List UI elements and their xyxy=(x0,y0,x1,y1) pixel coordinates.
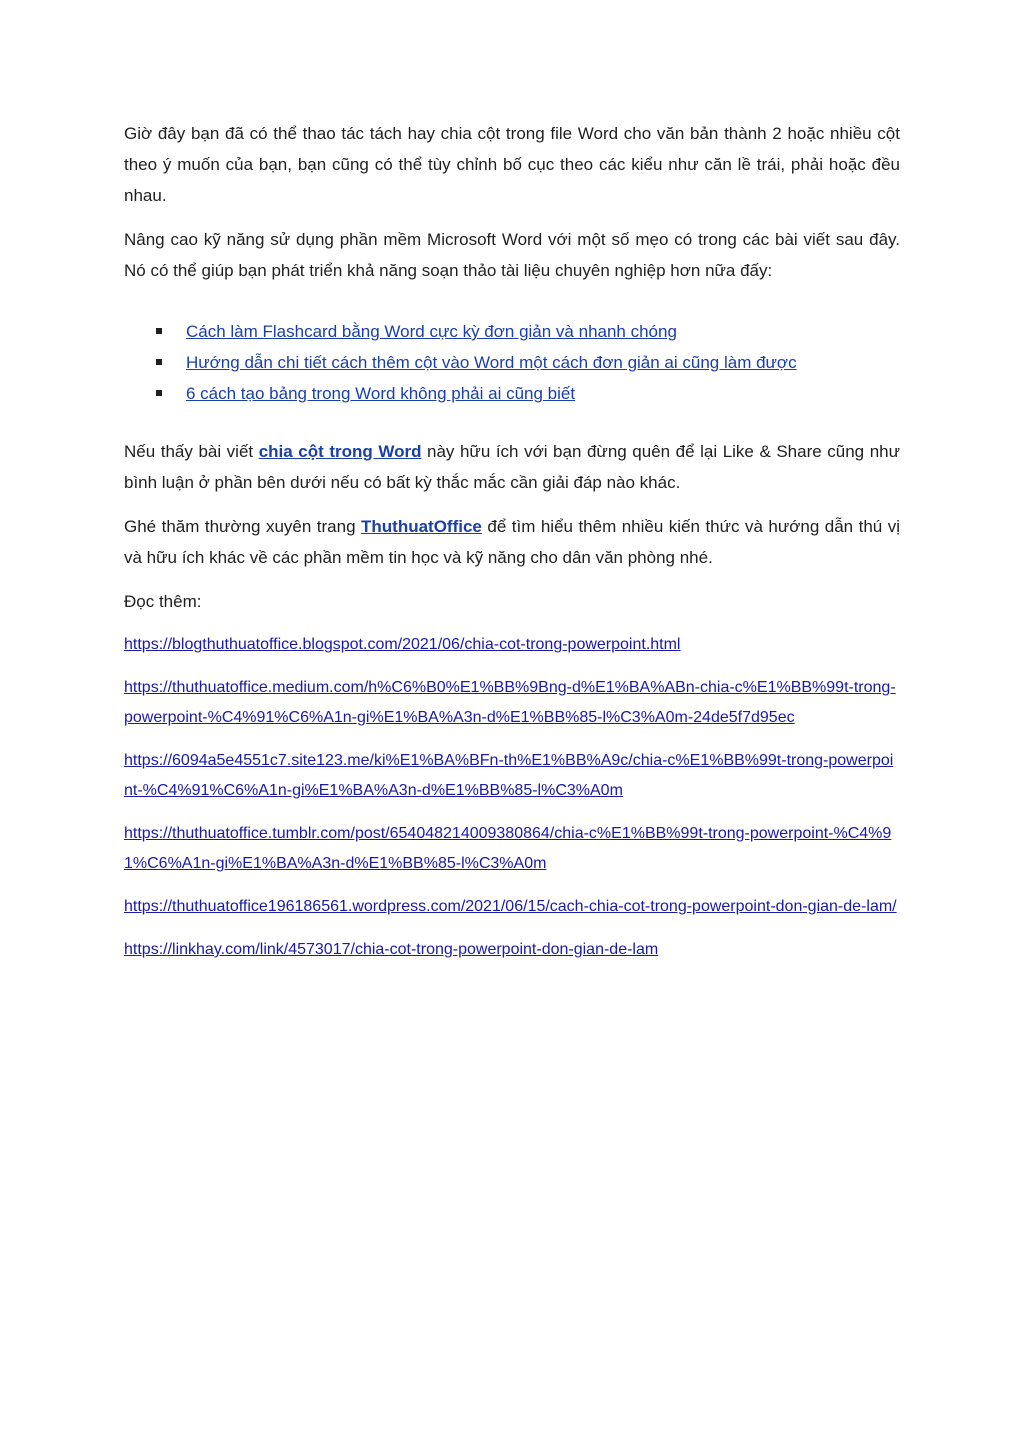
document-page xyxy=(124,118,900,978)
square-bullet-icon xyxy=(156,359,162,365)
read-more-link[interactable]: https://blogthuthuatoffice.blogspot.com/2021/06/chia-cot-trong-powerpoint.html xyxy=(124,636,681,653)
read-more-link[interactable]: https://thuthuatoffice.medium.com/h%C6%B0%E1%BB%9Bng-d%E1%BA%ABn-chia-c%E1%BB%99t-trong-powerpoint-%C4%91%C6%A1n-gi%E1%BA%A3n-d%E1%BB%85-l%C3%A0m-24de5f7d95ec xyxy=(124,679,896,726)
read-more-links xyxy=(124,630,900,965)
read-more-heading: Đọc thêm: xyxy=(124,592,202,611)
skills-paragraph: Nâng cao kỹ năng sử dụng phần mềm Microsoft Word với một số mẹo có trong các bài viết sau đây. Nó có thể giúp bạn phát triển khả năng soạn thảo tài liệu chuyên nghiệp hơn nữa đấy: xyxy=(124,230,900,280)
list-item xyxy=(124,316,900,347)
read-more-link[interactable]: https://linkhay.com/link/4573017/chia-cot-trong-powerpoint-don-gian-de-lam xyxy=(124,941,659,958)
share-paragraph xyxy=(124,436,900,498)
visit-text-after: để tìm hiểu thêm nhiều kiến thức và hướng dẫn thú vị và hữu ích khác về các phần mềm tin học và kỹ năng cho dân văn phòng nhé. xyxy=(124,517,900,567)
share-text-before: Nếu thấy bài viết xyxy=(124,442,259,461)
related-article-link[interactable]: 6 cách tạo bảng trong Word không phải ai cũng biết xyxy=(186,384,576,403)
visit-text-before: Ghé thăm thường xuyên trang xyxy=(124,517,362,536)
related-article-link[interactable]: Cách làm Flashcard bằng Word cực kỳ đơn giản và nhanh chóng xyxy=(186,322,677,341)
visit-paragraph xyxy=(124,511,900,573)
related-article-link[interactable]: Hướng dẫn chi tiết cách thêm cột vào Word một cách đơn giản ai cũng làm được xyxy=(186,353,797,372)
square-bullet-icon xyxy=(156,328,162,334)
read-more-link[interactable]: https://thuthuatoffice.tumblr.com/post/654048214009380864/chia-c%E1%BB%99t-trong-powerpoint-%C4%91%C6%A1n-gi%E1%BA%A3n-d%E1%BB%85-l%C3%A0m xyxy=(124,825,892,872)
list-item xyxy=(124,378,900,409)
read-more-link[interactable]: https://6094a5e4551c7.site123.me/ki%E1%BA%BFn-th%E1%BB%A9c/chia-c%E1%BB%99t-trong-powerpoint-%C4%91%C6%A1n-gi%E1%BA%A3n-d%E1%BB%85-l%C3%A0m xyxy=(124,752,894,799)
intro-paragraph: Giờ đây bạn đã có thể thao tác tách hay chia cột trong file Word cho văn bản thành 2 hoặc nhiều cột theo ý muốn của bạn, bạn cũng có thể tùy chỉnh bố cục theo các kiểu như căn lề trái, phải hoặc đều nhau. xyxy=(124,124,900,205)
related-articles-list xyxy=(124,316,900,409)
chia-cot-link[interactable]: chia cột trong Word xyxy=(258,442,422,461)
square-bullet-icon xyxy=(156,390,162,396)
thuthuatoffice-link[interactable]: ThuthuatOffice xyxy=(361,517,482,536)
read-more-link[interactable]: https://thuthuatoffice196186561.wordpress.com/2021/06/15/cach-chia-cot-trong-powerpoint-don-gian-de-lam/ xyxy=(124,898,897,915)
share-text-after: này hữu ích với bạn đừng quên để lại Like & Share cũng như bình luận ở phần bên dưới nếu có bất kỳ thắc mắc cần giải đáp nào khác. xyxy=(124,442,900,492)
list-item xyxy=(124,347,900,378)
